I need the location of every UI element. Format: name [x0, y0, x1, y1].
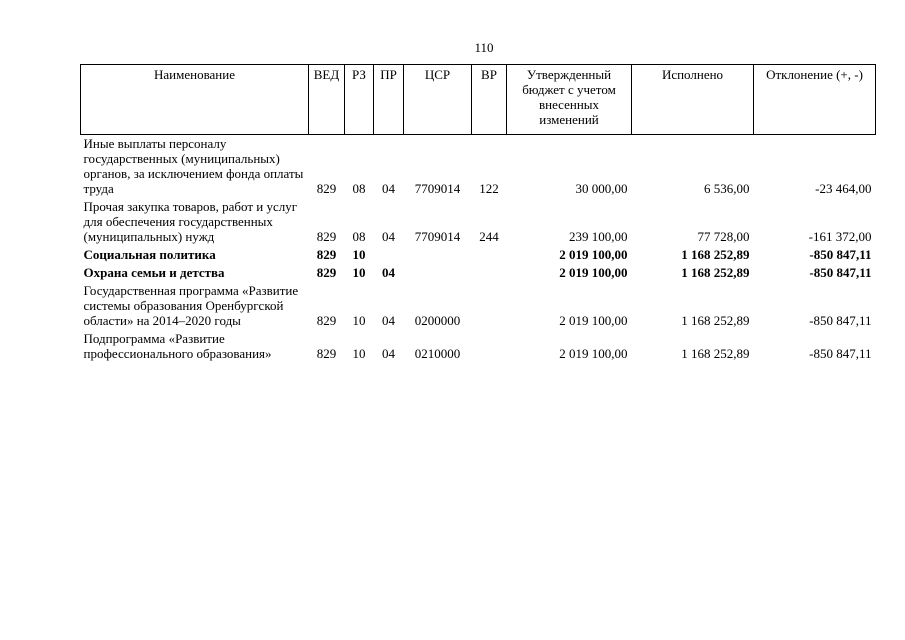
- row-done: 1 168 252,89: [681, 265, 750, 280]
- row-csr: 7709014: [414, 229, 461, 244]
- header-pr: ПР: [374, 65, 404, 135]
- row-deviation: -23 464,00: [815, 181, 872, 196]
- row-csr: 7709014: [414, 181, 461, 196]
- row-name: Иные выплаты персоналу государственных (муниципальных) органов, за исключением фонда оплаты труда: [83, 136, 304, 196]
- row-deviation: -850 847,11: [809, 265, 872, 280]
- row-ved: 829: [316, 313, 337, 328]
- row-ved: 829: [316, 265, 337, 280]
- table-body: [81, 135, 876, 364]
- page-number: 110: [474, 40, 494, 55]
- row-ved: 829: [316, 181, 337, 196]
- row-vr: [472, 282, 507, 330]
- table-row: [81, 282, 876, 330]
- table-row: [81, 198, 876, 246]
- row-pr: 04: [382, 346, 395, 361]
- table-row: [81, 330, 876, 363]
- header-vr: ВР: [472, 65, 507, 135]
- row-pr: 04: [382, 313, 395, 328]
- row-done: 1 168 252,89: [681, 247, 750, 262]
- row-rz: 10: [352, 346, 366, 361]
- header-approved: Утвержденный бюджет с учетом внесенных изменений: [507, 65, 632, 135]
- row-done: 6 536,00: [704, 181, 750, 196]
- row-deviation: -850 847,11: [809, 313, 872, 328]
- row-vr: [472, 246, 507, 264]
- row-approved: 2 019 100,00: [559, 247, 628, 262]
- row-deviation: -850 847,11: [809, 346, 872, 361]
- row-vr: [472, 330, 507, 363]
- row-csr: [404, 246, 472, 264]
- row-rz: 10: [352, 265, 366, 280]
- row-pr: 04: [382, 229, 395, 244]
- table-row: [81, 246, 876, 264]
- header-ved: ВЕД: [309, 65, 345, 135]
- row-name: Охрана семьи и детства: [83, 265, 225, 280]
- row-approved: 239 100,00: [569, 229, 628, 244]
- table-row: [81, 135, 876, 199]
- row-done: 1 168 252,89: [681, 346, 750, 361]
- row-pr: [374, 246, 404, 264]
- header-done: Исполнено: [632, 65, 754, 135]
- row-name: Государственная программа «Развитие системы образования Оренбургской области» на 2014–2020 годы: [83, 283, 299, 328]
- row-name: Социальная политика: [83, 247, 216, 262]
- row-rz: 08: [352, 181, 366, 196]
- header-csr: ЦСР: [404, 65, 472, 135]
- row-ved: 829: [316, 346, 337, 361]
- row-deviation: -850 847,11: [809, 247, 872, 262]
- row-name: Подпрограмма «Развитие профессионального образования»: [83, 331, 272, 361]
- budget-execution-table: [80, 64, 876, 363]
- row-done: 1 168 252,89: [681, 313, 750, 328]
- table-header: [81, 65, 876, 135]
- table-row: [81, 264, 876, 282]
- row-rz: 10: [352, 313, 366, 328]
- row-csr: 0200000: [414, 313, 461, 328]
- header-name: Наименование: [81, 65, 309, 135]
- row-rz: 10: [352, 247, 366, 262]
- row-approved: 2 019 100,00: [559, 313, 628, 328]
- header-deviation: Отклонение (+, -): [754, 65, 876, 135]
- row-vr: 122: [479, 181, 499, 196]
- row-ved: 829: [316, 229, 337, 244]
- row-csr: [404, 264, 472, 282]
- row-pr: 04: [382, 265, 395, 280]
- row-pr: 04: [382, 181, 395, 196]
- row-vr: [472, 264, 507, 282]
- row-approved: 2 019 100,00: [559, 265, 628, 280]
- row-deviation: -161 372,00: [808, 229, 872, 244]
- row-approved: 2 019 100,00: [559, 346, 628, 361]
- row-csr: 0210000: [414, 346, 461, 361]
- row-vr: 244: [479, 229, 499, 244]
- row-approved: 30 000,00: [575, 181, 628, 196]
- row-ved: 829: [316, 247, 337, 262]
- row-rz: 08: [352, 229, 366, 244]
- header-rz: РЗ: [345, 65, 374, 135]
- row-name: Прочая закупка товаров, работ и услуг для обеспечения государственных (муниципальных) нужд: [83, 199, 298, 244]
- row-done: 77 728,00: [697, 229, 750, 244]
